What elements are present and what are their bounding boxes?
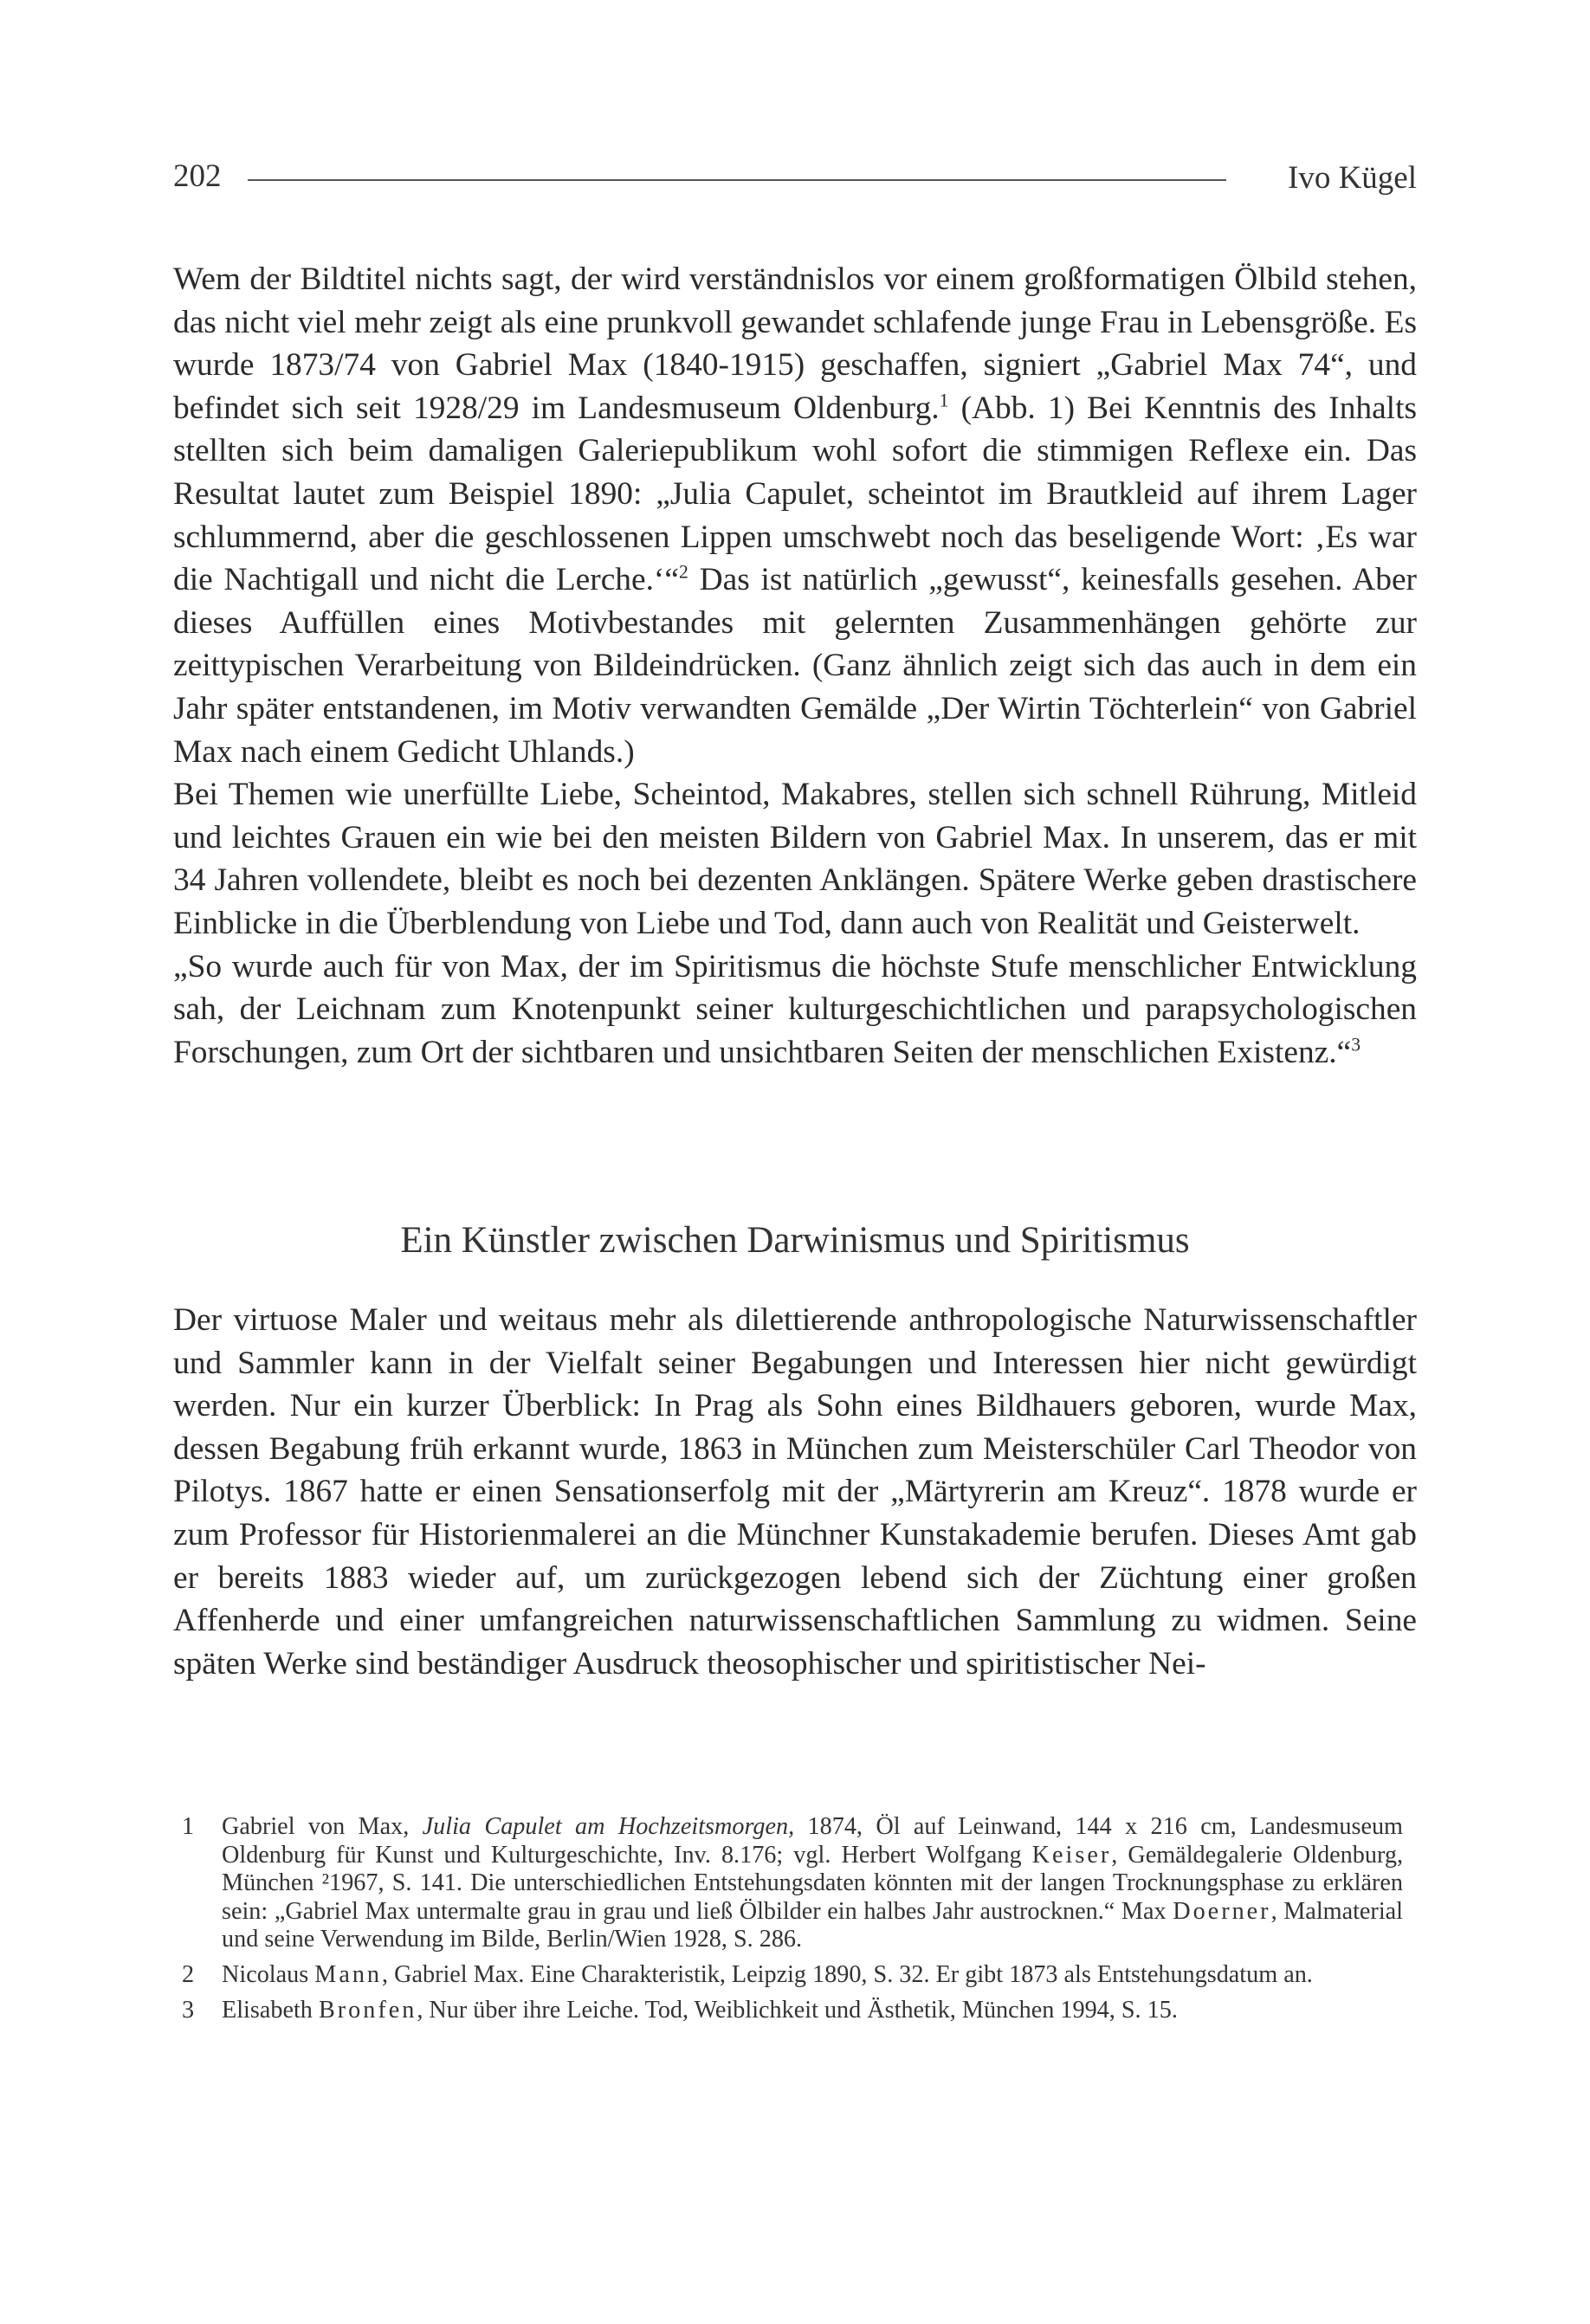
- paragraph-4: Der virtuose Maler und weitaus mehr als dilettierende anthropologische Naturwissenschaftler und Sammler kann in der Vielfalt seiner Begabungen und Interessen hier nicht gewürdigt werden. Nur ein kurzer Überblick: In Prag als Sohn eines Bildhauers geboren, wurde Max, dessen Begabung früh erkannt wurde, 1863 in München zum Meisterschüler Carl Theodor von Pilotys. 1867 hatte er einen Sensationserfolg mit der „Märtyrerin am Kreuz“. 1878 wurde er zum Professor für Historienmalerei an die Münchner Kunstakademie berufen. Dieses Amt gab er bereits 1883 wieder auf, um zurückgezogen lebend sich der Züchtung einer großen Affenherde und einer umfangreichen naturwissenschaftlichen Sammlung zu widmen. Seine späten Werke sind beständiger Ausdruck theosophischer und spiritistischer Nei-: [173, 1302, 1417, 1682]
- page-header: [173, 158, 1417, 201]
- author-name: Mann: [314, 1960, 383, 1988]
- footnote-ref-1: 1: [939, 390, 949, 411]
- artwork-title: Julia Capulet am Hochzeitsmorgen,: [422, 1813, 795, 1840]
- paragraph-3: „So wurde auch für von Max, der im Spiritismus die höchste Stufe menschlicher Entwicklung sah, der Leichnam zum Knotenpunkt seiner kulturgeschichtlichen und parapsychologischen Forschungen, zum Ort der sichtbaren und unsichtbaren Seiten der menschlichen Existenz.“$^3$: [173, 948, 1417, 1070]
- body-text-lower: [173, 1299, 1417, 1685]
- header-rule: [248, 179, 1226, 181]
- author-name: Bronfen: [318, 1996, 417, 2024]
- paragraph-1: Wem der Bildtitel nichts sagt, der wird verständnislos vor einem großformatigen Ölbild stehen, das nicht viel mehr zeigt als eine prunkvoll gewandet schlafende junge Frau in Lebensgröße. Es wurde 1873/74 von Gabriel Max (1840-1915) geschaffen, signiert „Gabriel Max 74“, und befindet sich seit 1928/29 im Landesmuseum Oldenburg.$^1$ (Abb. 1) Bei Kenntnis des Inhalts stellten sich beim damaligen Galeriepublikum wohl sofort die stimmigen Reflexe ein. Das Resultat lautet zum Beispiel 1890: „Julia Capulet, scheintot im Brautkleid auf ihrem Lager schlummernd, aber die geschlossenen Lippen umschwebt noch das beseligende Wort: ‚Es war die Nachtigall und nicht die Lerche.‘“$^2$ Das ist natürlich „gewusst“, keinesfalls gesehen. Aber dieses Auffüllen eines Motivbestandes mit gelernten Zusammenhängen gehörte zur zeittypischen Verarbeitung von Bildeindrücken. (Ganz ähnlich zeigt sich das auch in dem ein Jahr später entstandenen, im Motiv verwandten Gemälde „Der Wirtin Töchterlein“ von Gabriel Max nach einem Gedicht Uhlands.): [173, 261, 1418, 770]
- author-name: Doerner: [1173, 1897, 1271, 1925]
- paragraph-2: Bei Themen wie unerfüllte Liebe, Scheintod, Makabres, stellen sich schnell Rührung, Mitleid und leichtes Grauen ein wie bei den meisten Bildern von Gabriel Max. In unserem, das er mit 34 Jahren vollendete, bleibt es noch bei dezenten Anklängen. Spätere Werke geben drastischere Einblicke in die Überblendung von Liebe und Tod, dann auch von Realität und Geisterwelt.: [173, 777, 1417, 941]
- running-head-author: Ivo Kügel: [1288, 160, 1417, 196]
- footnote-number: 3: [182, 1996, 195, 2024]
- body-text-upper: [173, 258, 1417, 1074]
- section-heading: Ein Künstler zwischen Darwinismus und Spiritismus: [400, 1220, 1190, 1261]
- footnote-ref-3: 3: [1351, 1034, 1361, 1055]
- footnote-number: 2: [182, 1960, 195, 1988]
- footnote-ref-2: 2: [678, 561, 688, 583]
- footnote-2: 2 Nicolaus Mann, Gabriel Max. Eine Charakteristik, Leipzig 1890, S. 32. Er gibt 1873 als Entstehungsdatum an.: [182, 1960, 1313, 1988]
- author-name: Keiser: [1031, 1841, 1112, 1869]
- footnote-1: 1 Gabriel von Max, Julia Capulet am Hochzeitsmorgen, 1874, Öl auf Leinwand, 144 x 216 cm, Landesmuseum Oldenburg für Kunst und Kulturgeschichte, Inv. 8.176; vgl. Herbert Wolfgang Keiser, Gemäldegalerie Oldenburg, München ²1967, S. 141. Die unterschiedlichen Entstehungsdaten könnten mit der langen Trocknungsphase zu erklären sein: „Gabriel Max untermalte grau in grau und ließ Ölbilder ein halbes Jahr austrocknen.“ Max Doerner, Malmaterial und seine Verwendung im Bilde, Berlin/Wien 1928, S. 286.: [182, 1813, 1403, 1953]
- footnote-3: 3 Elisabeth Bronfen, Nur über ihre Leiche. Tod, Weiblichkeit und Ästhetik, München 1994, S. 15.: [182, 1996, 1178, 2024]
- footnotes: [173, 1813, 1403, 2031]
- page-number: 202: [173, 158, 222, 194]
- footnote-number: 1: [182, 1813, 195, 1840]
